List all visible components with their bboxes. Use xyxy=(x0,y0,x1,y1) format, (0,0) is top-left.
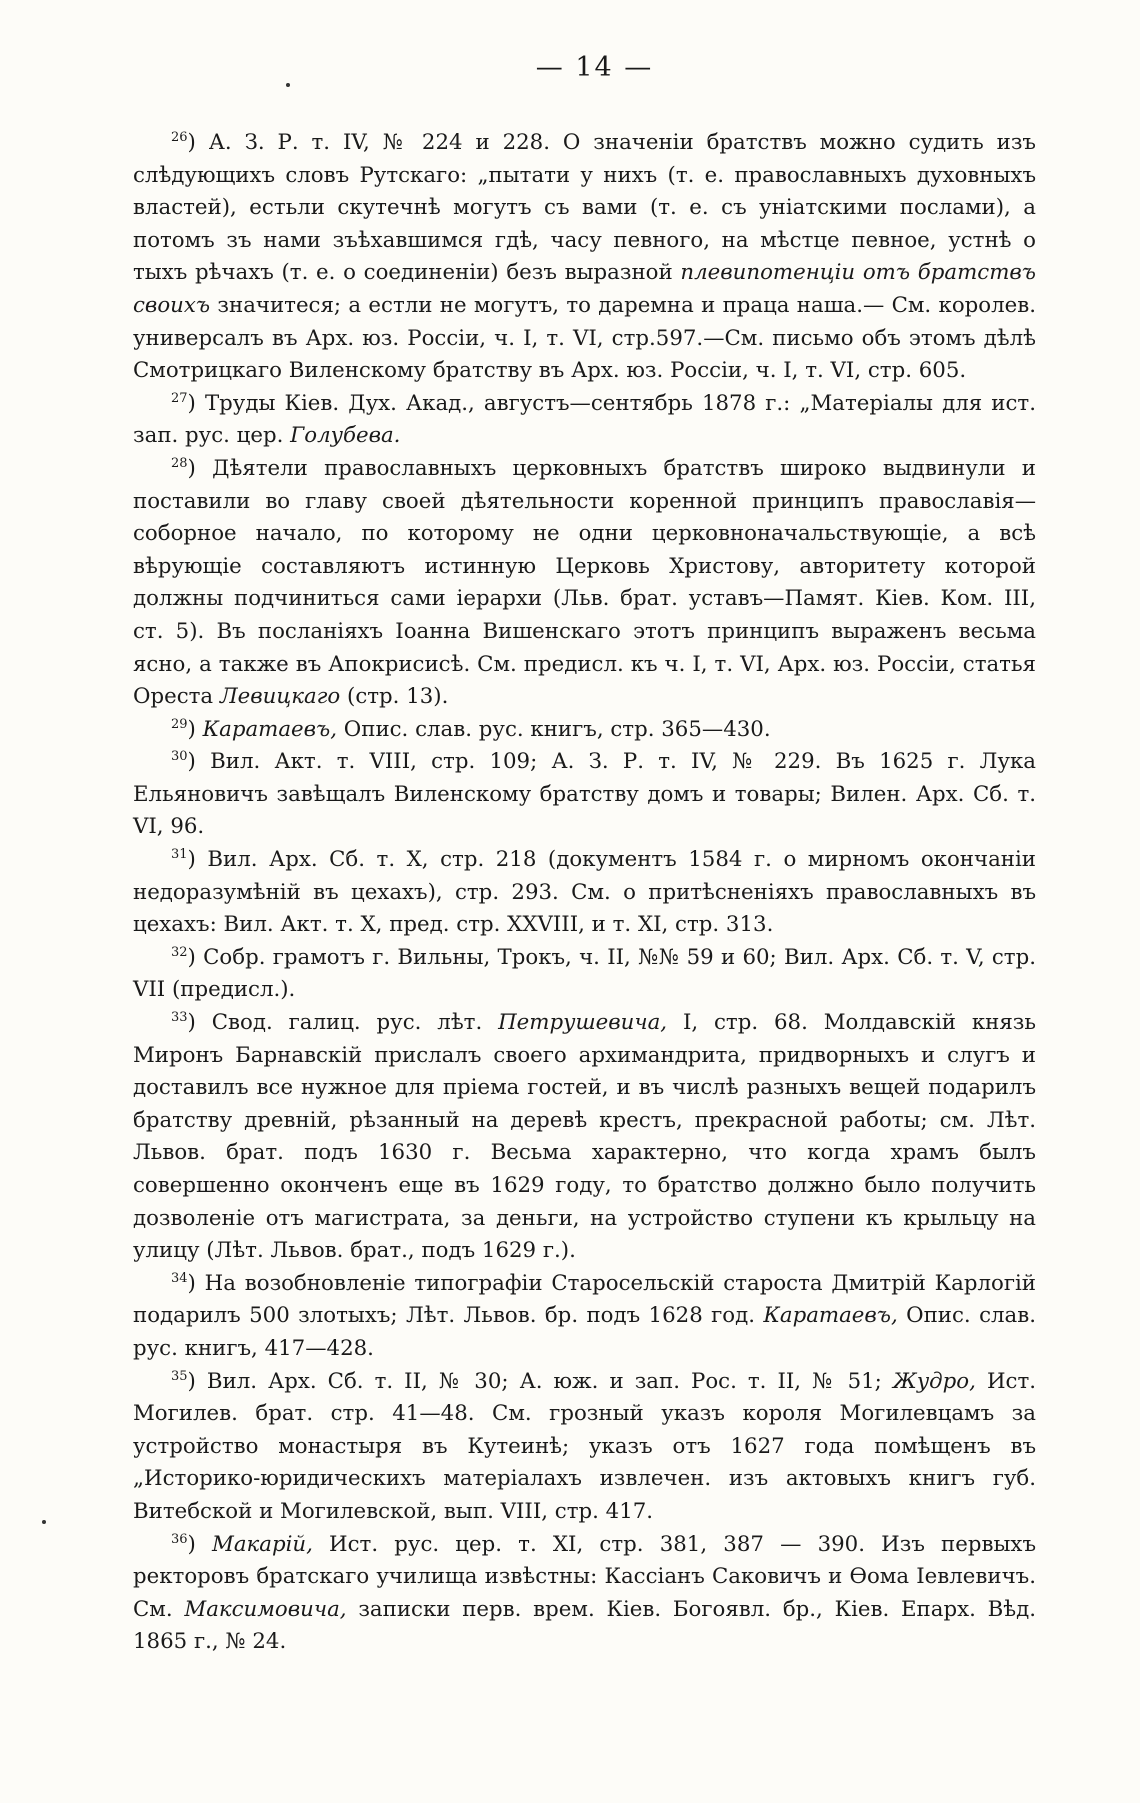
footnote-italic-text: Макарій, xyxy=(212,1531,313,1557)
footnote-text: Вил. Арх. Сб. т. X, стр. 218 (документъ 1584 г. о мирномъ окончаніи недоразумѣній въ цехахъ), стр. 293. См. о притѣсненіяхъ православныхъ въ цехахъ: Вил. Акт. т. X, пред. стр. XXVIII, и т. XI, стр. 313. xyxy=(133,847,1036,938)
footnote-number: 26 xyxy=(171,130,188,145)
footnote-paren: ) xyxy=(187,130,209,155)
scan-dot xyxy=(42,1520,46,1524)
footnote-text: На возобновленіе типографіи Старосельскій староста Дмитрій Карлогій подарилъ 500 злотыхъ; Лѣт. Львов. бр. подъ 1628 год. xyxy=(133,1270,1036,1329)
footnote-text: Опис. слав. рус. книгъ, стр. 365—430. xyxy=(337,716,771,742)
footnote-text: Собр. грамотъ г. Вильны, Трокъ, ч. II, №№ 59 и 60; Вил. Арх. Сб. т. V, стр. VII (предисл.). xyxy=(133,944,1036,1003)
footnote-text: Ист. Могилев. брат. стр. 41—48. См. грозный указъ короля Могилевцамъ за устройство монастыря въ Кутеинѣ; указъ отъ 1627 года помѣщенъ въ „Историко-юридическихъ матеріалахъ извлечен. изъ актовыхъ книгъ губ. Витебской и Могилевской, вып. VIII, стр. 417. xyxy=(133,1368,1036,1524)
footnote xyxy=(133,746,1036,844)
footnote xyxy=(133,942,1036,1007)
footnote-paren: ) xyxy=(187,1531,213,1557)
footnote-paren: ) xyxy=(187,847,208,873)
footnote-text: Дѣятели православныхъ церковныхъ братствъ широко выдвинули и поставили во главу своей дѣятельности коренной принципъ православія— соборное начало, по которому не одни церковноначальствующіе, а всѣ вѣрующіе составляютъ истинную Церковь Христову, авторитету которой должны подчиниться сами іерархи (Льв. брат. уставъ—Памят. Кіев. Ком. III, ст. 5). Въ посланіяхъ Іоанна Вишенскаго этотъ принципъ выраженъ весьма ясно, а также въ Апокрисисѣ. См. предисл. къ ч. I, т. VI, Арх. юз. Россіи, статья Ореста xyxy=(133,455,1036,710)
footnote xyxy=(133,453,1036,714)
footnote-paren: ) xyxy=(187,944,204,970)
footnote-number: 28 xyxy=(171,455,188,471)
footnote xyxy=(133,388,1036,453)
footnote-number: 31 xyxy=(171,847,188,863)
footnote-text: Вил. Арх. Сб. т. II, № 30; А. юж. и зап. Рос. т. II, № 51; xyxy=(206,1368,893,1394)
footnote-text: записки перв. врем. Кіев. Богоявл. бр., Кіев. Епарх. Вѣд. 1865 г., № 24. xyxy=(133,1596,1036,1655)
page-number: — 14 — xyxy=(535,52,654,83)
footnote-italic-text: Каратаевъ, xyxy=(763,1303,898,1329)
footnote xyxy=(133,1007,1036,1268)
footnote-text: (стр. 13). xyxy=(340,684,449,710)
footnote-italic-text: Каратаевъ, xyxy=(202,716,338,742)
scan-dot xyxy=(286,83,290,87)
footnote-italic-text: плевипотенціи отъ братствъ своихъ xyxy=(133,260,1036,318)
footnote-text: I, стр. 68. Молдавскій князь Миронъ Барнавскій прислалъ своего архимандрита, придворныхъ и слугъ и доставилъ все нужное для пріема гостей, и въ числѣ разныхъ вещей подарилъ братству древній, рѣзанный на деревѣ крестъ, прекрасной работы; см. Лѣт. Львов. брат. подъ 1630 г. Весьма характерно, что когда храмъ былъ совершенно оконченъ еще въ 1629 году, то братство должно было получить дозволеніе отъ магистрата, за деньги, на устройство ступени къ крыльцу на улицу (Лѣт. Львов. брат., подъ 1629 г.). xyxy=(133,1010,1036,1264)
footnote xyxy=(133,844,1036,942)
footnote-paren: ) xyxy=(187,1010,212,1036)
footnote-text: Ист. рус. цер. т. XI, стр. 381, 387 — 390. Изъ первыхъ ректоровъ братскаго училища извѣстны: Кассіанъ Саковичъ и Ѳома Іевлевичъ. См. xyxy=(133,1531,1036,1622)
footnote-number: 29 xyxy=(171,716,188,732)
footnote-text: Труды Кіев. Дух. Акад., августъ—сентябрь 1878 г.: „Матеріалы для ист. зап. рус. цер. xyxy=(133,390,1036,449)
footnote-italic-text: Голубева. xyxy=(290,423,401,449)
footnote-text: Опис. слав. рус. книгъ, 417—428. xyxy=(133,1303,1037,1361)
footnote-italic-text: Левицкаго xyxy=(219,684,341,710)
footnote-paren: ) xyxy=(187,749,211,775)
footnote-paren: ) xyxy=(187,1270,205,1296)
footnote-number: 36 xyxy=(171,1531,188,1547)
footnote xyxy=(133,714,1036,747)
footnote-text: А. З. Р. т. IV, № 224 и 228. О значеніи братствъ можно судить изъ слѣдующихъ словъ Рутскаго: „пытати у нихъ (т. е. православныхъ духовныхъ властей), естьли скутечнѣ могутъ съ вами (т. е. съ уніатскими послами), а потомъ зъ нами зъѣхавшимся гдѣ, часу певного, на мѣстце певное, устнѣ о тыхъ рѣчахъ (т. е. о соединеніи) безъ выразной xyxy=(133,130,1036,286)
footnote-number: 30 xyxy=(171,749,188,765)
footnote xyxy=(133,1268,1036,1366)
footnote-text: Свод. галиц. рус. лѣт. xyxy=(211,1010,499,1036)
footnote-paren: ) xyxy=(187,390,205,416)
footnote-number: 32 xyxy=(171,944,188,960)
footnote-text: значитеся; а естли не могутъ, то даремна и праца наша.— См. королев. универсалъ въ Арх. юз. Россіи, ч. I, т. VI, стр.597.—См. письмо объ этомъ дѣлѣ Смотрицкаго Виленскому братству въ Арх. юз. Россіи, ч. I, т. VI, стр. 605. xyxy=(133,292,1036,384)
footnote-italic-text: Максимовича, xyxy=(184,1596,347,1622)
footnote-number: 27 xyxy=(171,390,188,406)
footnote xyxy=(133,1366,1036,1529)
footnote-number: 33 xyxy=(171,1010,188,1026)
footnote-italic-text: Жудро, xyxy=(892,1368,976,1394)
footnote xyxy=(133,127,1036,388)
footnote-number: 35 xyxy=(171,1368,188,1384)
footnotes xyxy=(133,127,1036,1659)
footnote-italic-text: Петрушевича, xyxy=(498,1010,668,1036)
footnote-paren: ) xyxy=(187,1368,207,1394)
footnote-paren: ) xyxy=(187,455,213,481)
footnote xyxy=(133,1529,1036,1659)
footnote-paren: ) xyxy=(187,716,203,742)
footnote-text: Вил. Акт. т. VIII, стр. 109; А. З. Р. т. IV, № 229. Въ 1625 г. Лука Ельяновичъ завѣщалъ Виленскому братству домъ и товары; Вилен. Арх. Сб. т. VI, 96. xyxy=(133,749,1036,840)
footnote-number: 34 xyxy=(171,1270,188,1286)
